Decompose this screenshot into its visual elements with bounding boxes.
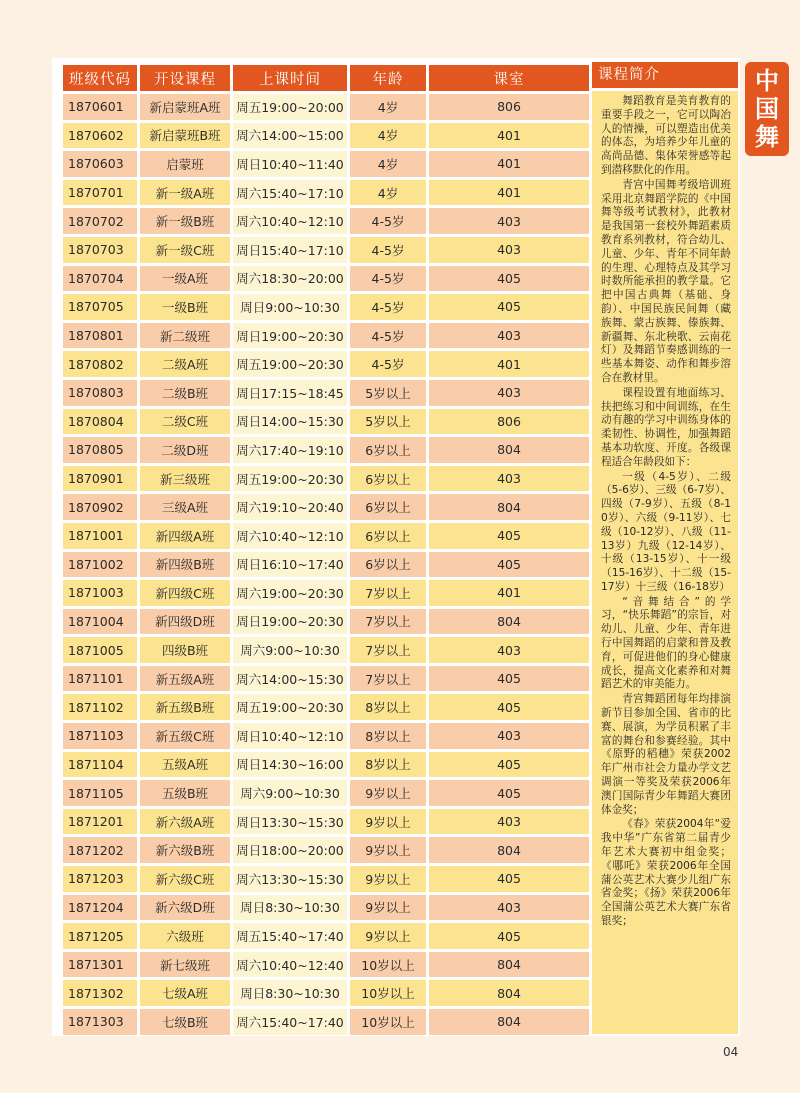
table-row: [63, 580, 589, 606]
cell-room: 804: [429, 609, 589, 635]
cell-course: 三级A班: [140, 494, 230, 520]
cell-age: 9岁以上: [350, 923, 426, 949]
cell-course: 新启蒙班B班: [140, 123, 230, 149]
cell-course: 新五级B班: [140, 694, 230, 720]
table-row: [63, 151, 589, 177]
cell-course: 新六级B班: [140, 837, 230, 863]
table-row: [63, 409, 589, 435]
cell-code: 1871001: [63, 523, 137, 549]
cell-time: 周六15:40~17:40: [233, 1009, 347, 1035]
cell-time: 周日9:00~10:30: [233, 294, 347, 320]
cell-time: 周六18:30~20:00: [233, 266, 347, 292]
table-row: [63, 351, 589, 377]
cell-course: 五级A班: [140, 752, 230, 778]
cell-time: 周六10:40~12:10: [233, 523, 347, 549]
cell-age: 7岁以上: [350, 666, 426, 692]
table-row: [63, 523, 589, 549]
cell-room: 405: [429, 866, 589, 892]
cell-code: 1871301: [63, 952, 137, 978]
cell-time: 周日15:40~17:10: [233, 237, 347, 263]
cell-course: 新一级A班: [140, 180, 230, 206]
cell-time: 周六13:30~15:30: [233, 866, 347, 892]
intro-paragraph: 青宫中国舞考级培训班采用北京舞蹈学院的《中国舞等级考试教材》，此教材是我国第一套校外舞蹈素质教育系列教材，符合幼儿、儿童、少年、青年不同年龄的生理、心理特点及其学习时数所能承担的教学量。它把中国古典舞（基础、身韵）、中国民族民间舞（藏族舞、蒙古族舞、傣族舞、新疆舞、东北秧歌、云南花灯）及舞蹈节奏感训练的一些基本舞姿、动作和舞步溶合在教材里。: [601, 178, 731, 384]
cell-code: 1871005: [63, 637, 137, 663]
section-badge: [745, 62, 789, 156]
cell-age: 7岁以上: [350, 580, 426, 606]
table-row: [63, 494, 589, 520]
table-row: [63, 809, 589, 835]
cell-code: 1870703: [63, 237, 137, 263]
cell-code: 1871201: [63, 809, 137, 835]
cell-course: 一级A班: [140, 266, 230, 292]
cell-code: 1871203: [63, 866, 137, 892]
course-intro: [592, 91, 738, 1034]
table-row: [63, 237, 589, 263]
cell-time: 周六9:00~10:30: [233, 780, 347, 806]
table-row: [63, 180, 589, 206]
cell-time: 周日14:00~15:30: [233, 409, 347, 435]
cell-time: 周六17:40~19:10: [233, 437, 347, 463]
cell-course: 新三级班: [140, 466, 230, 492]
header-time: 上课时间: [233, 65, 347, 91]
cell-course: 新五级A班: [140, 666, 230, 692]
cell-time: 周日19:00~20:30: [233, 609, 347, 635]
cell-code: 1870704: [63, 266, 137, 292]
cell-course: 二级D班: [140, 437, 230, 463]
table-row: [63, 466, 589, 492]
table-row: [63, 208, 589, 234]
cell-course: 新一级C班: [140, 237, 230, 263]
cell-course: 二级B班: [140, 380, 230, 406]
class-schedule-table: [60, 62, 592, 1038]
cell-code: 1870801: [63, 323, 137, 349]
cell-time: 周日19:00~20:30: [233, 323, 347, 349]
cell-code: 1870805: [63, 437, 137, 463]
cell-room: 403: [429, 380, 589, 406]
cell-code: 1870901: [63, 466, 137, 492]
cell-time: 周六10:40~12:10: [233, 208, 347, 234]
cell-age: 4岁: [350, 151, 426, 177]
cell-course: 四级B班: [140, 637, 230, 663]
table-row: [63, 1009, 589, 1035]
cell-course: 新四级D班: [140, 609, 230, 635]
cell-age: 10岁以上: [350, 1009, 426, 1035]
cell-code: 1871204: [63, 895, 137, 921]
cell-course: 新四级C班: [140, 580, 230, 606]
cell-time: 周日14:30~16:00: [233, 752, 347, 778]
cell-time: 周六14:00~15:30: [233, 666, 347, 692]
table-header-row: [63, 65, 589, 91]
cell-course: 新一级B班: [140, 208, 230, 234]
cell-course: 新启蒙班A班: [140, 94, 230, 120]
intro-paragraph: 青宫舞蹈团每年均排演新节目参加全国、省市的比赛、展演，为学员积累了丰富的舞台和参赛经验。其中《原野的稻穗》荣获2002年广州市社会力量办学文艺调演一等奖及荣获2006年澳门国际青少年舞蹈大赛团体金奖；: [601, 693, 731, 816]
cell-age: 4-5岁: [350, 208, 426, 234]
cell-room: 405: [429, 694, 589, 720]
table-row: [63, 866, 589, 892]
cell-course: 新五级C班: [140, 723, 230, 749]
cell-course: 六级班: [140, 923, 230, 949]
cell-time: 周六19:10~20:40: [233, 494, 347, 520]
cell-code: 1871302: [63, 980, 137, 1006]
cell-code: 1870803: [63, 380, 137, 406]
intro-paragraph: 一级（4-5岁）、二级（5-6岁）、三级（6-7岁）、四级（7-9岁）、五级（8-10岁）、六级（9-11岁）、七级（10-12岁）、八级（11-13岁）九级（12-14岁）、十级（13-15岁）、十一级（15-16岁）、十二级（15-17岁）十三级（16-18岁）: [601, 470, 731, 593]
cell-age: 9岁以上: [350, 895, 426, 921]
cell-code: 1871303: [63, 1009, 137, 1035]
cell-time: 周六10:40~12:40: [233, 952, 347, 978]
header-room: 课室: [429, 65, 589, 91]
intro-paragraph: 课程设置有地面练习、扶把练习和中间训练，在生动有趣的学习中训练身体的柔韧性、协调性，加强舞蹈基本功软度、开度。各级课程适合年龄段如下：: [601, 386, 731, 468]
table-row: [63, 123, 589, 149]
cell-code: 1870603: [63, 151, 137, 177]
cell-code: 1871004: [63, 609, 137, 635]
cell-time: 周日18:00~20:00: [233, 837, 347, 863]
cell-room: 804: [429, 437, 589, 463]
cell-time: 周日8:30~10:30: [233, 895, 347, 921]
cell-age: 6岁以上: [350, 523, 426, 549]
table-row: [63, 780, 589, 806]
cell-time: 周六9:00~10:30: [233, 637, 347, 663]
cell-age: 10岁以上: [350, 980, 426, 1006]
cell-age: 8岁以上: [350, 694, 426, 720]
cell-room: 403: [429, 895, 589, 921]
cell-code: 1871002: [63, 552, 137, 578]
page-number: 04: [723, 1045, 739, 1059]
cell-room: 405: [429, 923, 589, 949]
cell-room: 405: [429, 780, 589, 806]
table-row: [63, 380, 589, 406]
cell-code: 1871105: [63, 780, 137, 806]
cell-age: 4-5岁: [350, 237, 426, 263]
table-row: [63, 980, 589, 1006]
cell-room: 401: [429, 351, 589, 377]
table-row: [63, 552, 589, 578]
cell-course: 五级B班: [140, 780, 230, 806]
table-row: [63, 694, 589, 720]
cell-code: 1870702: [63, 208, 137, 234]
cell-course: 一级B班: [140, 294, 230, 320]
cell-code: 1870601: [63, 94, 137, 120]
cell-code: 1870804: [63, 409, 137, 435]
cell-room: 401: [429, 580, 589, 606]
cell-age: 4-5岁: [350, 294, 426, 320]
cell-time: 周日10:40~11:40: [233, 151, 347, 177]
cell-age: 4-5岁: [350, 351, 426, 377]
cell-course: 新六级C班: [140, 866, 230, 892]
cell-room: 403: [429, 723, 589, 749]
cell-age: 4岁: [350, 94, 426, 120]
cell-age: 8岁以上: [350, 723, 426, 749]
cell-time: 周六15:40~17:10: [233, 180, 347, 206]
cell-time: 周六14:00~15:00: [233, 123, 347, 149]
cell-room: 401: [429, 123, 589, 149]
cell-room: 405: [429, 294, 589, 320]
header-code: 班级代码: [63, 65, 137, 91]
cell-room: 405: [429, 752, 589, 778]
cell-room: 403: [429, 208, 589, 234]
cell-course: 二级A班: [140, 351, 230, 377]
cell-course: 新六级A班: [140, 809, 230, 835]
cell-age: 4-5岁: [350, 323, 426, 349]
cell-course: 七级A班: [140, 980, 230, 1006]
cell-room: 405: [429, 666, 589, 692]
cell-room: 806: [429, 94, 589, 120]
intro-header: 课程简介: [592, 62, 738, 88]
cell-age: 9岁以上: [350, 780, 426, 806]
cell-time: 周日17:15~18:45: [233, 380, 347, 406]
cell-time: 周五19:00~20:00: [233, 94, 347, 120]
cell-age: 9岁以上: [350, 837, 426, 863]
badge-char: 舞: [755, 123, 779, 151]
table-row: [63, 637, 589, 663]
cell-time: 周五15:40~17:40: [233, 923, 347, 949]
cell-age: 4-5岁: [350, 266, 426, 292]
cell-code: 1871103: [63, 723, 137, 749]
cell-room: 804: [429, 494, 589, 520]
header-age: 年龄: [350, 65, 426, 91]
cell-age: 6岁以上: [350, 437, 426, 463]
table-row: [63, 923, 589, 949]
badge-char: 中: [755, 67, 779, 95]
cell-room: 405: [429, 552, 589, 578]
cell-age: 9岁以上: [350, 809, 426, 835]
cell-course: 新六级D班: [140, 895, 230, 921]
cell-age: 6岁以上: [350, 466, 426, 492]
table-row: [63, 94, 589, 120]
cell-time: 周日8:30~10:30: [233, 980, 347, 1006]
cell-code: 1871205: [63, 923, 137, 949]
cell-code: 1871202: [63, 837, 137, 863]
cell-code: 1871102: [63, 694, 137, 720]
cell-course: 新四级B班: [140, 552, 230, 578]
cell-code: 1870705: [63, 294, 137, 320]
cell-room: 405: [429, 523, 589, 549]
table-row: [63, 666, 589, 692]
cell-course: 启蒙班: [140, 151, 230, 177]
cell-room: 804: [429, 1009, 589, 1035]
cell-room: 401: [429, 180, 589, 206]
cell-code: 1870701: [63, 180, 137, 206]
cell-room: 804: [429, 980, 589, 1006]
cell-course: 新四级A班: [140, 523, 230, 549]
cell-age: 4岁: [350, 123, 426, 149]
table-row: [63, 609, 589, 635]
cell-room: 403: [429, 809, 589, 835]
cell-age: 7岁以上: [350, 637, 426, 663]
cell-age: 4岁: [350, 180, 426, 206]
cell-code: 1871003: [63, 580, 137, 606]
cell-time: 周日13:30~15:30: [233, 809, 347, 835]
cell-room: 403: [429, 637, 589, 663]
cell-time: 周五19:00~20:30: [233, 351, 347, 377]
table-body: [63, 94, 589, 1035]
table-row: [63, 294, 589, 320]
cell-age: 7岁以上: [350, 609, 426, 635]
cell-course: 新二级班: [140, 323, 230, 349]
cell-code: 1871104: [63, 752, 137, 778]
table-row: [63, 266, 589, 292]
intro-paragraph: 《春》荣获2004年“爱我中华”广东省第二届青少年艺术大赛初中组金奖；《哪吒》荣获2006年全国蒲公英艺术大赛少儿组广东省金奖；《扬》荣获2006年全国蒲公英艺术大赛广东省银奖；: [601, 818, 731, 928]
cell-time: 周日10:40~12:10: [233, 723, 347, 749]
cell-room: 405: [429, 266, 589, 292]
intro-paragraph: “音舞结合”的学习，“快乐舞蹈”的宗旨，对幼儿、儿童、少年、青年进行中国舞蹈的启蒙和普及教育，可促进他们的身心健康成长，提高文化素养和对舞蹈艺术的审美能力。: [601, 595, 731, 691]
cell-course: 七级B班: [140, 1009, 230, 1035]
cell-room: 403: [429, 237, 589, 263]
cell-age: 10岁以上: [350, 952, 426, 978]
cell-time: 周日16:10~17:40: [233, 552, 347, 578]
cell-room: 806: [429, 409, 589, 435]
cell-age: 5岁以上: [350, 380, 426, 406]
table-row: [63, 895, 589, 921]
cell-room: 401: [429, 151, 589, 177]
cell-age: 6岁以上: [350, 494, 426, 520]
cell-time: 周五19:00~20:30: [233, 694, 347, 720]
intro-paragraph: 舞蹈教育是美育教育的重要手段之一，它可以陶冶人的情操，可以塑造出优美的体态，为培养少年儿童的高尚品德、集体荣誉感等起到潜移默化的作用。: [601, 95, 731, 176]
cell-time: 周五19:00~20:30: [233, 466, 347, 492]
table-row: [63, 952, 589, 978]
table-row: [63, 752, 589, 778]
table-row: [63, 723, 589, 749]
table-row: [63, 437, 589, 463]
cell-room: 804: [429, 837, 589, 863]
cell-code: 1870902: [63, 494, 137, 520]
cell-age: 6岁以上: [350, 552, 426, 578]
header-course: 开设课程: [140, 65, 230, 91]
cell-course: 新七级班: [140, 952, 230, 978]
cell-room: 804: [429, 952, 589, 978]
table-row: [63, 837, 589, 863]
cell-room: 403: [429, 466, 589, 492]
badge-char: 国: [755, 95, 779, 123]
cell-code: 1870602: [63, 123, 137, 149]
cell-age: 9岁以上: [350, 866, 426, 892]
cell-age: 5岁以上: [350, 409, 426, 435]
cell-code: 1870802: [63, 351, 137, 377]
cell-room: 403: [429, 323, 589, 349]
table-row: [63, 323, 589, 349]
cell-time: 周六19:00~20:30: [233, 580, 347, 606]
cell-code: 1871101: [63, 666, 137, 692]
cell-age: 8岁以上: [350, 752, 426, 778]
cell-course: 二级C班: [140, 409, 230, 435]
